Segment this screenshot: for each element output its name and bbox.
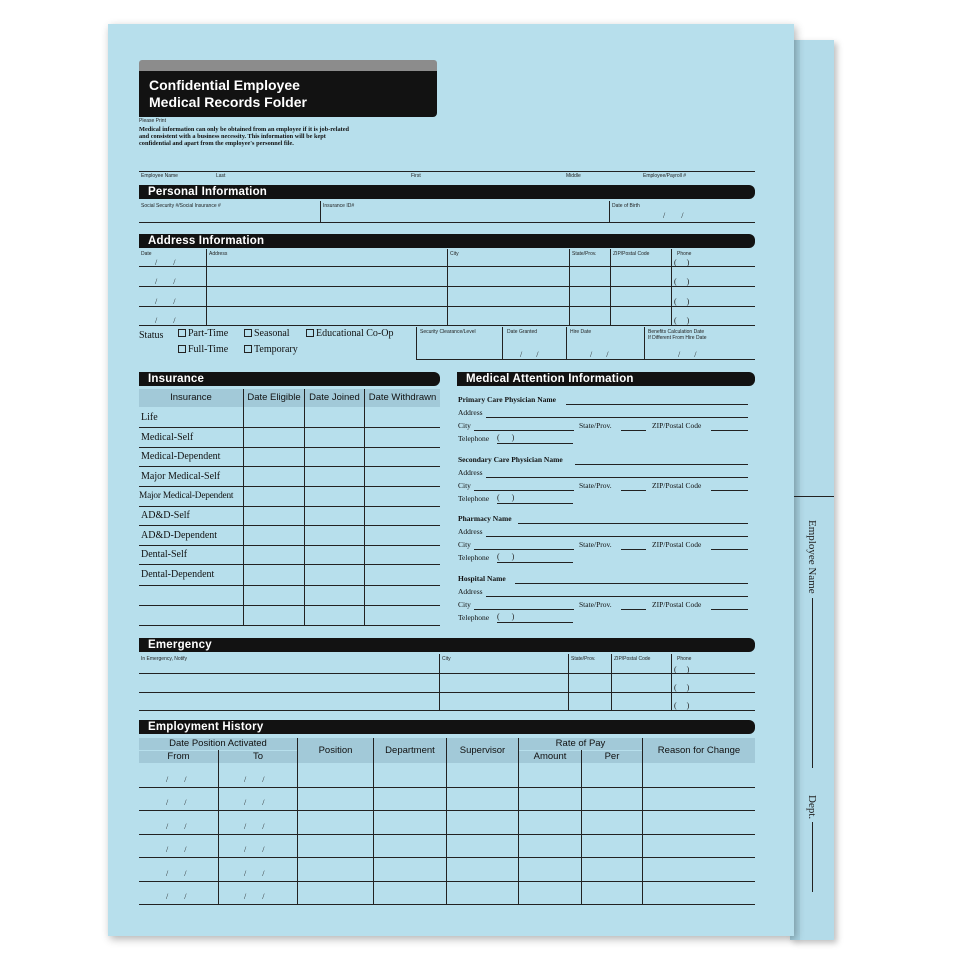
notice-text: Medical information can only be obtained from an employee if it is job-related and consistent with a business necessity. This information will be kept confidential and apart from the employee's personnel file.	[139, 126, 349, 147]
hospital-address-label: Address	[458, 587, 483, 597]
tab-employee-name: Employee Name	[806, 520, 818, 594]
label-hire-date: Hire Date	[570, 329, 592, 335]
ins-row-add-dependent: AD&D-Dependent	[141, 530, 218, 541]
col-date-eligible: Date Eligible	[244, 389, 304, 407]
secondary-care-address-label: Address	[458, 467, 483, 477]
label-last: Last	[216, 173, 226, 179]
hospital-city-label: City	[458, 600, 471, 610]
col-amount: Amount	[519, 751, 581, 763]
label-addr-date: Date	[141, 251, 152, 257]
label-addr-city: City	[450, 251, 459, 257]
hospital-city-line[interactable]	[474, 609, 574, 610]
status-label: Status	[139, 330, 164, 341]
title-block	[139, 71, 437, 117]
ins-row-major-medical-self: Major Medical-Self	[141, 471, 221, 482]
label-em-phone: Phone	[677, 656, 692, 662]
checkbox-co-op[interactable]: Educational Co-Op	[306, 328, 393, 339]
hospital-telephone-line[interactable]	[497, 622, 573, 623]
primary-care-state-line[interactable]	[621, 430, 646, 431]
label-first: First	[411, 173, 421, 179]
primary-care-address-line[interactable]	[486, 417, 748, 418]
hospital-zip-label: ZIP/Postal Code	[652, 600, 702, 610]
pharmacy-zip-line[interactable]	[711, 549, 748, 550]
ins-row-major-medical-dependent: Major Medical-Dependent	[139, 491, 234, 501]
label-ssn: Social Security #/Social Insurance #	[141, 203, 221, 209]
tab-dept-line	[812, 822, 813, 892]
checkbox-temporary[interactable]: Temporary	[244, 344, 298, 355]
pharmacy-zip-label: ZIP/Postal Code	[652, 540, 702, 550]
hospital-name-label: Hospital Name	[458, 574, 506, 584]
please-print: Please Print	[139, 118, 166, 124]
employment-row-line	[139, 810, 755, 811]
label-em-zip: ZIP/Postal Code	[614, 656, 651, 662]
address-header: Address Information	[139, 234, 755, 248]
tab-employee-name-line	[812, 598, 813, 768]
col-to: To	[219, 751, 297, 763]
employment-row-line	[139, 857, 755, 858]
title-line-1: Confidential Employee	[149, 77, 300, 93]
secondary-care-state-line[interactable]	[621, 490, 646, 491]
label-addr-zip: ZIP/Postal Code	[613, 251, 650, 257]
primary-care-telephone-label: Telephone	[458, 434, 490, 443]
col-department: Department	[374, 738, 446, 763]
employment-header: Employment History	[139, 720, 755, 734]
pharmacy-telephone-line[interactable]	[497, 562, 573, 563]
pharmacy-address-line[interactable]	[486, 536, 748, 537]
hospital-address-line[interactable]	[486, 596, 748, 597]
label-insurance-id: Insurance ID#	[323, 203, 355, 209]
checkbox-part-time[interactable]: Part-Time	[178, 328, 228, 339]
label-addr-state: State/Prov.	[572, 251, 597, 257]
ins-row-medical-dependent: Medical-Dependent	[141, 451, 221, 462]
hospital-name-line[interactable]	[515, 583, 748, 584]
employment-row-line	[139, 904, 755, 905]
primary-care-city-line[interactable]	[474, 430, 574, 431]
secondary-care-name-line[interactable]	[575, 464, 748, 465]
ins-row-dental-self: Dental-Self	[141, 549, 188, 560]
secondary-care-city-line[interactable]	[474, 490, 574, 491]
pharmacy-name-label: Pharmacy Name	[458, 514, 512, 524]
label-middle: Middle	[566, 173, 581, 179]
ins-row-life: Life	[141, 412, 158, 423]
tab-divider	[794, 496, 834, 497]
title-band	[139, 60, 437, 71]
pharmacy-state-label: State/Prov.	[579, 540, 612, 550]
checkbox-full-time[interactable]: Full-Time	[178, 344, 228, 355]
employment-row-line	[139, 834, 755, 835]
primary-care-name-label: Primary Care Physician Name	[458, 395, 556, 404]
secondary-care-telephone-line[interactable]	[497, 503, 573, 504]
label-em-state: State/Prov.	[571, 656, 596, 662]
secondary-care-city-label: City	[458, 480, 471, 490]
tab-dept: Dept.	[806, 795, 818, 820]
medical-header: Medical Attention Information	[457, 372, 755, 386]
employment-row-line	[139, 881, 755, 882]
col-date-activated: Date Position Activated	[139, 738, 297, 750]
ins-row-dental-dependent: Dental-Dependent	[141, 569, 215, 580]
label-security: Security Clearance/Level	[420, 329, 476, 335]
employment-row-line	[139, 787, 755, 788]
label-employee-name: Employee Name	[141, 173, 178, 179]
personal-header: Personal Information	[139, 185, 755, 199]
pharmacy-city-label: City	[458, 540, 471, 550]
hospital-state-label: State/Prov.	[579, 600, 612, 610]
secondary-care-zip-label: ZIP/Postal Code	[652, 480, 702, 490]
primary-care-city-label: City	[458, 421, 471, 430]
pharmacy-address-label: Address	[458, 527, 483, 537]
col-supervisor: Supervisor	[447, 738, 518, 763]
col-from: From	[139, 751, 218, 763]
checkbox-seasonal[interactable]: Seasonal	[244, 328, 290, 339]
secondary-care-name-label: Secondary Care Physician Name	[458, 454, 563, 464]
label-notify: In Emergency, Notify	[141, 656, 188, 662]
hospital-telephone-label: Telephone	[458, 613, 490, 623]
title-line-2: Medical Records Folder	[149, 94, 307, 110]
primary-care-zip-line[interactable]	[711, 430, 748, 431]
hospital-zip-line[interactable]	[711, 609, 748, 610]
pharmacy-state-line[interactable]	[621, 549, 646, 550]
emergency-header: Emergency	[139, 638, 755, 652]
secondary-care-zip-line[interactable]	[711, 490, 748, 491]
label-payroll: Employee/Payroll #	[643, 173, 687, 179]
col-rate: Rate of Pay	[519, 738, 642, 750]
col-per: Per	[582, 751, 642, 763]
label-dob: Date of Birth	[612, 203, 640, 209]
ins-row-medical-self: Medical-Self	[141, 432, 194, 443]
label-benefits-2: If Different From Hire Date	[648, 335, 707, 341]
pharmacy-telephone-label: Telephone	[458, 553, 490, 563]
primary-care-address-label: Address	[458, 408, 483, 417]
primary-care-zip-label: ZIP/Postal Code	[652, 421, 702, 430]
label-date-granted: Date Granted	[507, 329, 538, 335]
pharmacy-name-line[interactable]	[518, 523, 748, 524]
primary-care-telephone-line[interactable]	[497, 443, 573, 444]
secondary-care-address-line[interactable]	[486, 477, 748, 478]
hospital-state-line[interactable]	[621, 609, 646, 610]
col-position: Position	[298, 738, 373, 763]
col-insurance: Insurance	[139, 389, 243, 407]
ins-row-add-self: AD&D-Self	[141, 510, 190, 521]
secondary-care-state-label: State/Prov.	[579, 480, 612, 490]
col-date-withdrawn: Date Withdrawn	[365, 389, 440, 407]
label-addr-address: Address	[209, 251, 228, 257]
label-em-city: City	[442, 656, 451, 662]
name-line	[139, 171, 755, 172]
pharmacy-city-line[interactable]	[474, 549, 574, 550]
primary-care-name-line[interactable]	[566, 404, 748, 405]
col-date-joined: Date Joined	[305, 389, 364, 407]
secondary-care-telephone-label: Telephone	[458, 493, 490, 503]
primary-care-state-label: State/Prov.	[579, 421, 612, 430]
col-reason: Reason for Change	[643, 738, 755, 763]
label-addr-phone: Phone	[677, 251, 692, 257]
label-benefits-1: Benefits Calculation Date	[648, 329, 705, 335]
insurance-header: Insurance	[139, 372, 440, 386]
